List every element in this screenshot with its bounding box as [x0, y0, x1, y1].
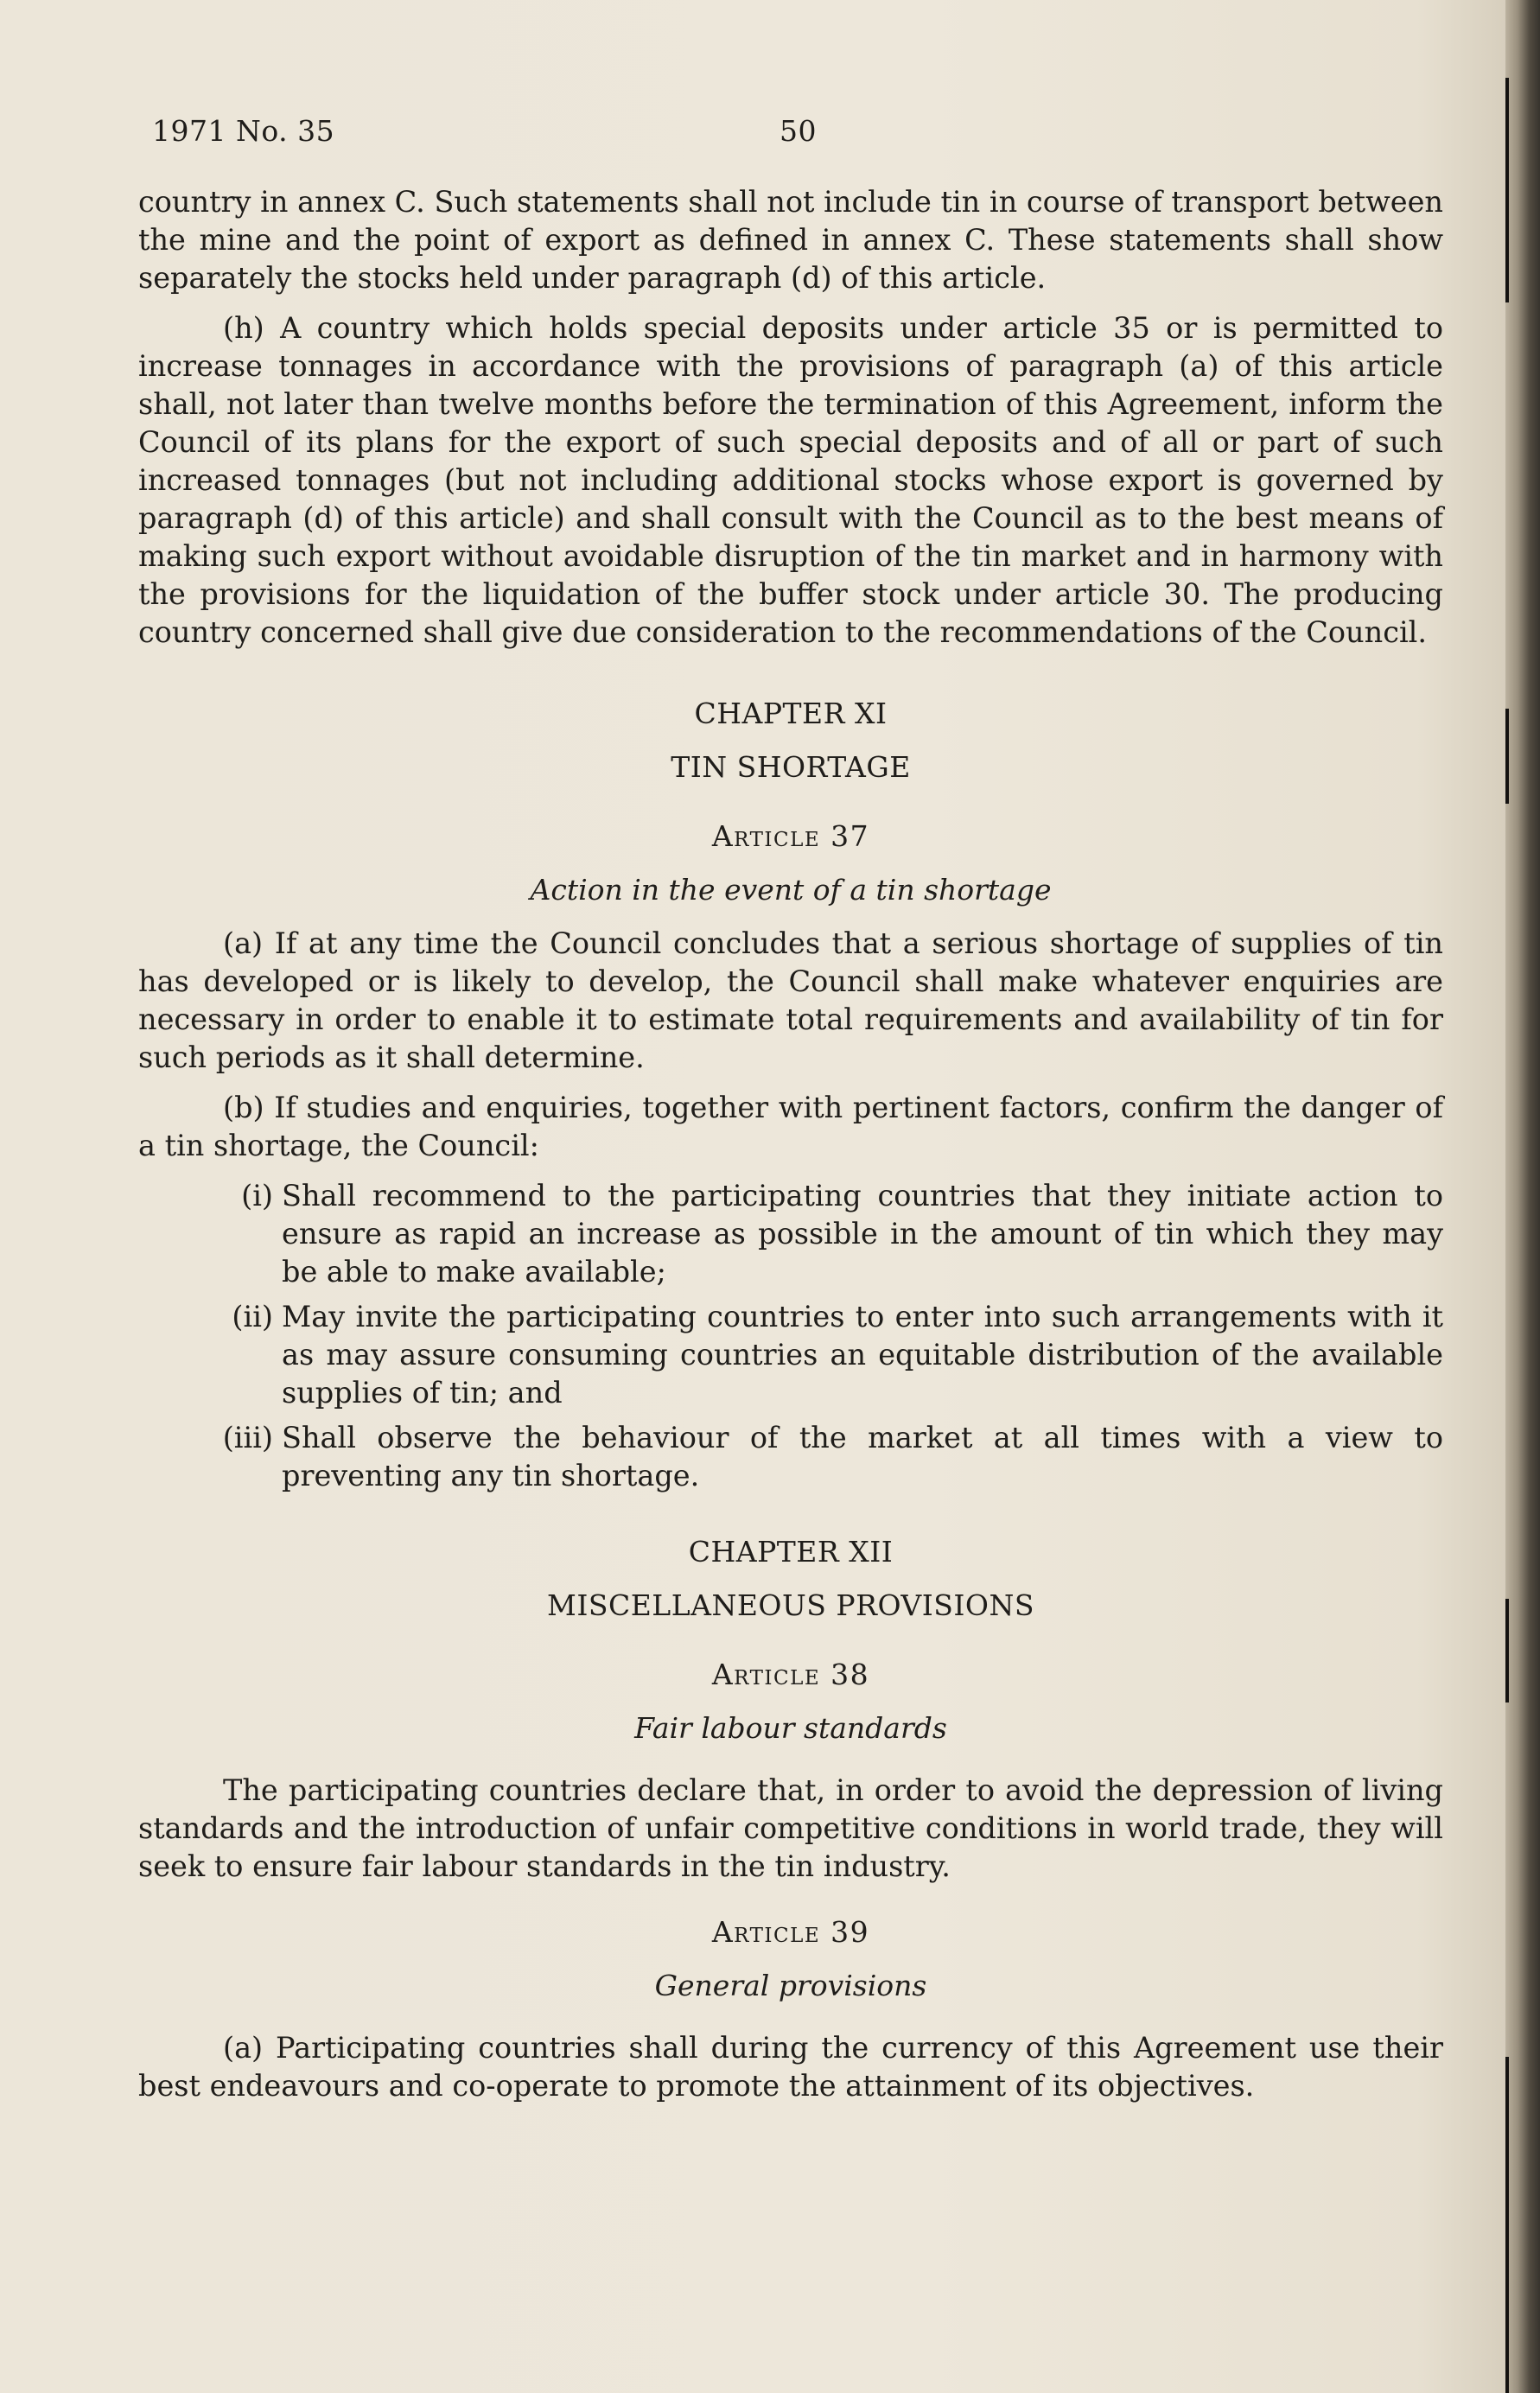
article-39-heading: Article 39	[711, 1915, 870, 1949]
list-item	[138, 1419, 1443, 1495]
page-number: 50	[780, 114, 817, 148]
paragraph-b: (b) If studies and enquiries, together with pertinent factors, confirm the danger of a tin shortage, the Council:	[138, 1091, 1443, 1162]
article-37-heading: Article 37	[711, 819, 870, 853]
paragraph-general-a: (a) Participating countries shall during the currency of this Agreement use their best endeavours and co-operate to promote the attainment of its objectives.	[138, 2031, 1443, 2103]
list-marker: (iii)	[222, 1421, 273, 1454]
article-37-title: Action in the event of a tin shortage	[530, 873, 1052, 907]
paragraph-fair-labour: The participating countries declare that, in order to avoid the depression of living standards and the introduction of unfair competitive conditions in world trade, they will seek to ensure fair labour standards in the tin industry.	[138, 1773, 1443, 1883]
article-39-title: General provisions	[654, 1969, 927, 2002]
list-item-text: Shall observe the behaviour of the market at all times with a view to preventing any tin shortage.	[282, 1421, 1443, 1492]
article-38-title: Fair labour standards	[634, 1711, 947, 1745]
list-item-text: Shall recommend to the participating countries that they initiate action to ensure as rapid an increase as possible in the amount of tin which they may be able to make available;	[282, 1179, 1443, 1289]
paragraph-continuation: country in annex C. Such statements shall not include tin in course of transport between the mine and the point of export as defined in annex C. These statements shall show separately the stocks held under paragraph (d) of this article.	[138, 185, 1443, 295]
list-item-text: May invite the participating countries to enter into such arrangements with it as may assure consuming countries an equitable distribution of the available supplies of tin; and	[282, 1300, 1443, 1410]
page-body	[138, 183, 1443, 2117]
list-marker: (i)	[241, 1179, 273, 1212]
document-reference: 1971 No. 35	[152, 114, 335, 148]
chapter-xi-title: TIN SHORTAGE	[671, 750, 911, 784]
list-item	[138, 1177, 1443, 1291]
chapter-xii-heading: CHAPTER XII	[688, 1535, 894, 1569]
page-binding-edge	[1505, 0, 1540, 2393]
binding-shadow-line	[1505, 78, 1509, 302]
chapter-xii-title: MISCELLANEOUS PROVISIONS	[547, 1588, 1034, 1622]
binding-shadow-line	[1505, 1599, 1509, 1702]
paragraph-h: (h) A country which holds special deposits under article 35 or is permitted to increase tonnages in accordance with the provisions of paragraph (a) of this article shall, not later than twelve months before the termination of this Agreement, inform the Council of its plans for the export of such special deposits and of all or part of such increased tonnages (but not including additional stocks whose export is governed by paragraph (d) of this article) and shall consult with the Council as to the best means of making such export without avoidable disruption of the tin market and in harmony with the provisions for the liquidation of the buffer stock under article 30. The producing country concerned shall give due consideration to the recommendations of the Council.	[138, 311, 1443, 649]
list-item	[138, 1298, 1443, 1412]
list-marker: (ii)	[232, 1300, 273, 1333]
paragraph-a: (a) If at any time the Council concludes that a serious shortage of supplies of tin has developed or is likely to develop, the Council shall make whatever enquiries are necessary in order to enable it to estimate total requirements and availability of tin for such periods as it shall determine.	[138, 926, 1443, 1074]
binding-shadow-line	[1505, 2057, 1509, 2393]
binding-shadow-line	[1505, 709, 1509, 804]
chapter-xi-heading: CHAPTER XI	[694, 697, 888, 730]
article-38-heading: Article 38	[711, 1658, 870, 1691]
